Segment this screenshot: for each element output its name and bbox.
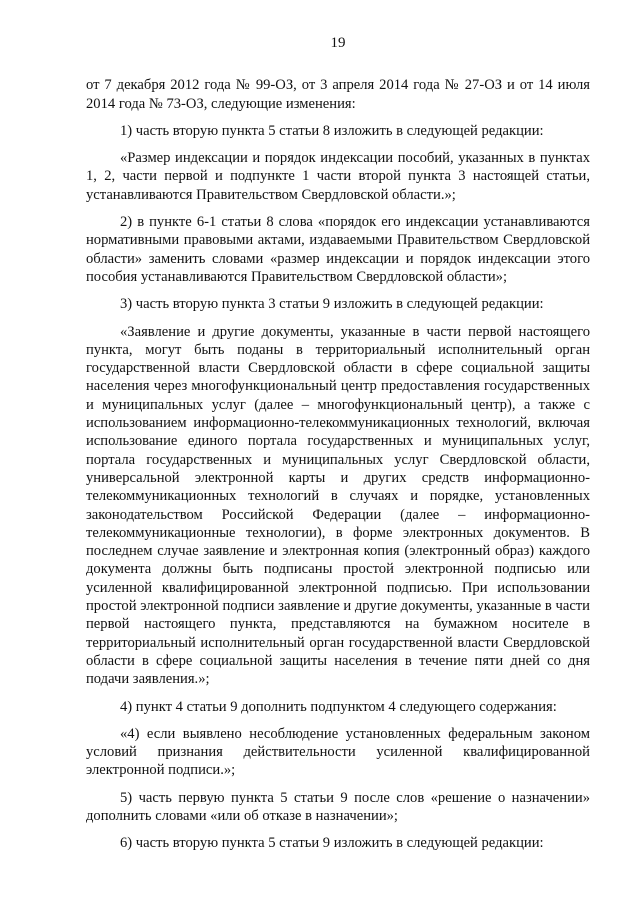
paragraph-quote-3: «Заявление и другие документы, указанные в части первой настоящего пункта, могут быть поданы в территориальный исполнительный орган государственной власти Свердловской области в сфере социальной защиты населения через многофункциональный центр предоставления государственных и муниципальных услуг (далее – многофункциональный центр), а также с использованием информационно-телекоммуникационных технологий, включая использование единого портала государственных и муниципальных услуг, портала государственных и муниципальных услуг Свердловской области, универсальной электронной карты и других средств информационно-телекоммуникационных технологий в случаях и порядке, установленных законодательством Российской Федерации (далее – информационно-телекоммуникационные технологии), в форме электронных документов. В последнем случае заявление и электронная копия (электронный образ) каждого документа должны быть подписаны простой электронной подписью или усиленной квалифицированной электронной подписью. При использовании простой электронной подписи заявление и другие документы, указанные в части первой настоящего пункта, представляются на бумажном носителе в территориальный исполнительный орган государственной власти Свердловской области в сфере социальной защиты населения в течение пяти дней со дня подачи заявления.»; xyxy=(86,323,590,688)
paragraph-intro: от 7 декабря 2012 года № 99-ОЗ, от 3 апреля 2014 года № 27-ОЗ и от 14 июля 2014 года № 73-ОЗ, следующие изменения: xyxy=(86,77,590,112)
paragraph-item-5: 5) часть первую пункта 5 статьи 9 после слов «решение о назначении» дополнить словами «или об отказе в назначении»; xyxy=(86,789,590,824)
paragraph-quote-1: «Размер индексации и порядок индексации пособий, указанных в пунктах 1, 2, части первой и подпункте 1 части второй пункта 3 настоящей статьи, устанавливаются Правительством Свердловской области.»; xyxy=(86,150,590,203)
paragraph-item-2: 2) в пункте 6-1 статьи 8 слова «порядок его индексации устанавливаются нормативными правовыми актами, издаваемыми Правительством Свердловской области» заменить словами «размер индексации и порядок индексации этого пособия устанавливаются Правительством Свердловской области»; xyxy=(86,214,590,285)
paragraph-quote-4: «4) если выявлено несоблюдение установленных федеральным законом условий признания действительности усиленной квалифицированной электронной подписи.»; xyxy=(86,725,590,779)
paragraph-item-1: 1) часть вторую пункта 5 статьи 8 изложить в следующей редакции: xyxy=(120,122,544,139)
paragraph-item-3: 3) часть вторую пункта 3 статьи 9 изложить в следующей редакции: xyxy=(120,296,544,313)
page-number: 19 xyxy=(330,35,346,51)
paragraph-item-6: 6) часть вторую пункта 5 статьи 9 изложить в следующей редакции: xyxy=(120,835,544,852)
paragraph-item-4: 4) пункт 4 статьи 9 дополнить подпунктом 4 следующего содержания: xyxy=(120,698,557,715)
